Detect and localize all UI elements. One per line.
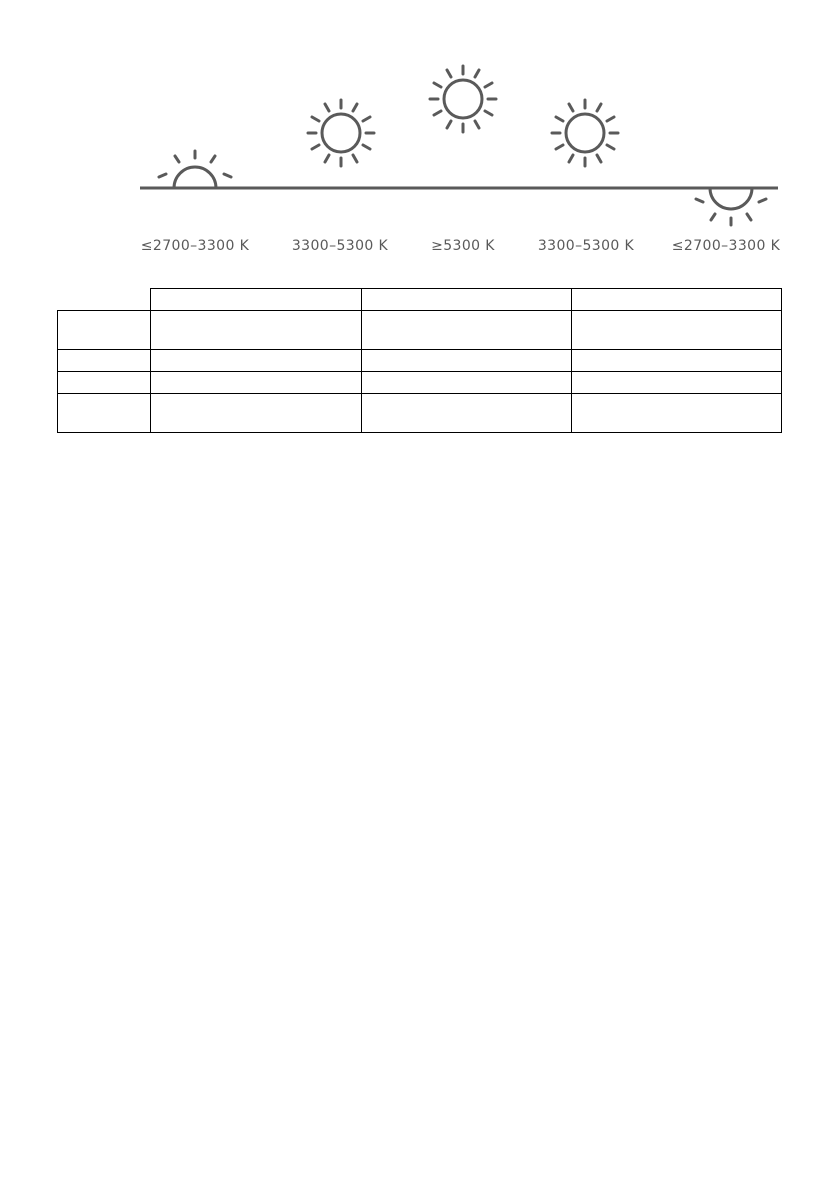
sunset-icon: [696, 188, 766, 225]
color-temperature-diagram: [0, 0, 840, 260]
table-cell: [362, 394, 572, 433]
spec-table: [57, 288, 782, 433]
temperature-label: ≥5300 K: [431, 238, 495, 254]
table-cell: [572, 394, 782, 433]
table-cell: [362, 372, 572, 394]
table-cell: [572, 372, 782, 394]
table-cell: [572, 311, 782, 350]
table-header-cell: [572, 289, 782, 311]
table-cell: [58, 311, 151, 350]
table-cell: [572, 350, 782, 372]
temperature-label: 3300–5300 K: [291, 238, 389, 254]
table-cell: [58, 350, 151, 372]
table-header-cell: [362, 289, 572, 311]
sun-icon: [552, 100, 618, 166]
temperature-label: 3300–5300 K: [537, 238, 635, 254]
table-cell: [362, 311, 572, 350]
table-cell: [151, 394, 362, 433]
table-cell: [151, 350, 362, 372]
table-row: [58, 311, 782, 350]
table-cell: [151, 372, 362, 394]
table-header-cell: [151, 289, 362, 311]
table-row: [58, 372, 782, 394]
table-cell: [58, 394, 151, 433]
temperature-label: ≤2700–3300 K: [671, 238, 781, 254]
sun-icon: [308, 100, 374, 166]
table-cell: [58, 372, 151, 394]
table-cell: [362, 350, 572, 372]
table-cell: [151, 311, 362, 350]
table-row: [58, 394, 782, 433]
table-row: [58, 350, 782, 372]
table-header-cell: [58, 289, 151, 311]
table-header-row: [58, 289, 782, 311]
sunrise-icon: [159, 151, 231, 188]
sun-icon: [430, 66, 496, 132]
temperature-label: ≤2700–3300 K: [140, 238, 250, 254]
